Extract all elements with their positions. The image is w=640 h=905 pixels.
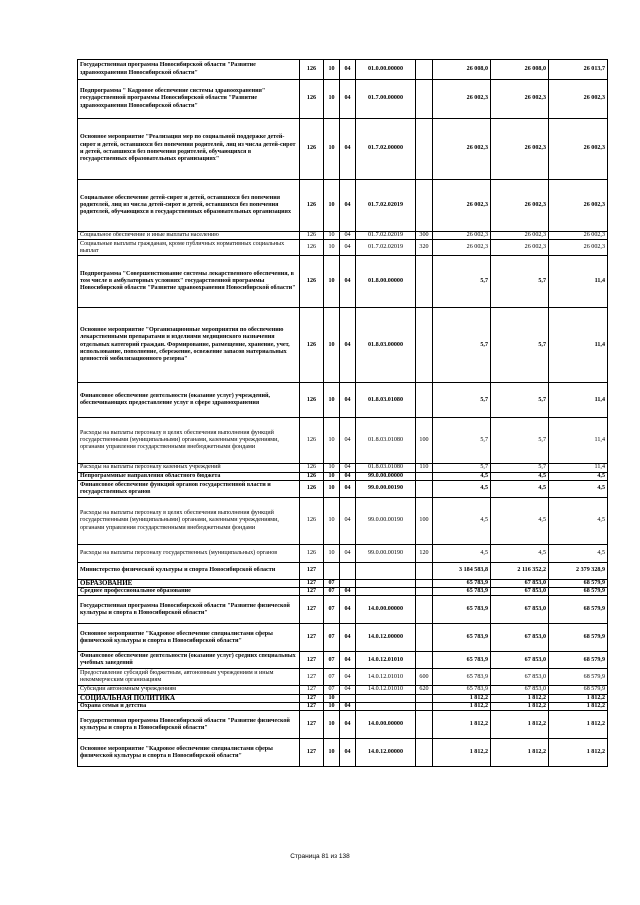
amount-year-2: 1 812,2 (491, 711, 549, 739)
budget-sheet (77, 59, 607, 767)
amount-year-3: 11,4 (549, 308, 608, 383)
section-code: 10 (324, 711, 340, 739)
section-code: 07 (324, 579, 340, 587)
row-name: Финансовое обеспечение функций органов государственной власти и государственных органов (78, 480, 300, 497)
amount-year-3: 26 002,3 (549, 180, 608, 232)
table-row (78, 596, 608, 624)
amount-year-3: 2 379 328,9 (549, 562, 608, 579)
amount-year-1: 4,5 (433, 472, 491, 480)
ministry-code: 127 (300, 694, 324, 702)
table-row (78, 652, 608, 669)
amount-year-1: 3 184 583,8 (433, 562, 491, 579)
amount-year-3: 26 002,3 (549, 232, 608, 240)
amount-year-1: 26 008,0 (433, 60, 491, 80)
target-article-code: 14.0.12.01010 (356, 686, 416, 694)
amount-year-2: 26 002,3 (491, 80, 549, 119)
target-article-code: 99.0.00.00000 (356, 472, 416, 480)
row-name: Подпрограмма " Кадровое обеспечение системы здравоохранения" государственной программы Новосибирской области "Развитие здравоохранения Новосибирской области" (78, 80, 300, 119)
ministry-code: 126 (300, 308, 324, 383)
expense-type-code (416, 703, 433, 711)
section-code: 10 (324, 739, 340, 767)
amount-year-2: 5,7 (491, 383, 549, 418)
amount-year-3: 1 812,2 (549, 694, 608, 702)
amount-year-1: 1 812,2 (433, 739, 491, 767)
target-article-code: 01.7.02.02019 (356, 240, 416, 256)
subsection-code: 04 (340, 256, 356, 308)
ministry-code: 127 (300, 588, 324, 596)
section-code: 07 (324, 588, 340, 596)
subsection-code: 04 (340, 240, 356, 256)
subsection-code: 04 (340, 418, 356, 464)
expense-type-code (416, 596, 433, 624)
subsection-code: 04 (340, 739, 356, 767)
amount-year-2: 26 002,3 (491, 180, 549, 232)
subsection-code: 04 (340, 383, 356, 418)
section-code: 10 (324, 60, 340, 80)
ministry-code: 126 (300, 256, 324, 308)
budget-rows (78, 60, 608, 767)
section-code: 10 (324, 256, 340, 308)
row-name: Охрана семьи и детства (78, 703, 300, 711)
ministry-code: 127 (300, 686, 324, 694)
amount-year-3: 11,4 (549, 383, 608, 418)
amount-year-1: 65 783,9 (433, 669, 491, 686)
amount-year-2: 2 116 352,2 (491, 562, 549, 579)
amount-year-2: 4,5 (491, 480, 549, 497)
row-name: Основное мероприятие "Кадровое обеспечение специалистами сферы физической культуры и спорта в Новосибирской области" (78, 624, 300, 652)
amount-year-2: 1 812,2 (491, 739, 549, 767)
amount-year-1: 65 783,9 (433, 596, 491, 624)
ministry-code: 126 (300, 232, 324, 240)
amount-year-1: 65 783,9 (433, 588, 491, 596)
amount-year-1: 1 812,2 (433, 694, 491, 702)
amount-year-3: 4,5 (549, 472, 608, 480)
amount-year-3: 1 812,2 (549, 703, 608, 711)
subsection-code: 04 (340, 60, 356, 80)
amount-year-2: 4,5 (491, 497, 549, 544)
amount-year-1: 4,5 (433, 480, 491, 497)
amount-year-2: 67 853,0 (491, 588, 549, 596)
target-article-code: 14.0.12.00000 (356, 739, 416, 767)
subsection-code: 04 (340, 232, 356, 240)
ministry-code: 126 (300, 544, 324, 562)
subsection-code: 04 (340, 544, 356, 562)
table-row (78, 669, 608, 686)
amount-year-3: 68 579,9 (549, 588, 608, 596)
ministry-code: 126 (300, 119, 324, 180)
target-article-code (356, 588, 416, 596)
row-name: Финансовое обеспечение деятельности (оказание услуг) учреждений, обеспечивающих предоставление услуг в сфере здравоохранения (78, 383, 300, 418)
table-row (78, 472, 608, 480)
amount-year-2: 1 812,2 (491, 694, 549, 702)
subsection-code: 04 (340, 703, 356, 711)
expense-type-code (416, 60, 433, 80)
subsection-code: 04 (340, 308, 356, 383)
section-code: 10 (324, 240, 340, 256)
row-name: Подпрограмма "Совершенствование системы лекарственного обеспечения, в том числе в амбулаторных условиях" государственной программы Новосибирской области "Развитие здравоохранения Новосибирской области" (78, 256, 300, 308)
amount-year-2: 67 853,0 (491, 579, 549, 587)
expense-type-code (416, 480, 433, 497)
section-code: 10 (324, 472, 340, 480)
ministry-code: 127 (300, 652, 324, 669)
row-name: Социальное обеспечение и иные выплаты населению (78, 232, 300, 240)
section-code: 10 (324, 308, 340, 383)
expense-type-code (416, 652, 433, 669)
amount-year-2: 5,7 (491, 464, 549, 472)
row-name: Основное мероприятие "Реализация мер по социальной поддержке детей-сирот и детей, оставшихся без попечения родителей, лиц из числа детей-сирот и детей, оставшихся без попечения родителей, обучающихся в государственных образовательных организациях" (78, 119, 300, 180)
subsection-code: 04 (340, 497, 356, 544)
expense-type-code (416, 383, 433, 418)
subsection-code: 04 (340, 180, 356, 232)
amount-year-2: 1 812,2 (491, 703, 549, 711)
target-article-code: 01.7.02.02019 (356, 180, 416, 232)
amount-year-3: 68 579,9 (549, 579, 608, 587)
amount-year-3: 1 812,2 (549, 739, 608, 767)
expense-type-code: 100 (416, 418, 433, 464)
amount-year-1: 26 002,3 (433, 80, 491, 119)
amount-year-3: 26 002,3 (549, 240, 608, 256)
amount-year-1: 65 783,9 (433, 579, 491, 587)
section-code: 07 (324, 686, 340, 694)
section-code: 10 (324, 232, 340, 240)
section-code: 10 (324, 80, 340, 119)
amount-year-1: 65 783,9 (433, 624, 491, 652)
row-name: Предоставление субсидий бюджетным, автономным учреждениям и иным некоммерческим организациям (78, 669, 300, 686)
row-name: Расходы на выплаты персоналу государственных (муниципальных) органов (78, 544, 300, 562)
table-row (78, 480, 608, 497)
amount-year-3: 4,5 (549, 480, 608, 497)
subsection-code: 04 (340, 686, 356, 694)
subsection-code: 04 (340, 480, 356, 497)
amount-year-3: 26 013,7 (549, 60, 608, 80)
table-row (78, 562, 608, 579)
ministry-code: 127 (300, 624, 324, 652)
amount-year-1: 4,5 (433, 497, 491, 544)
amount-year-1: 26 002,3 (433, 180, 491, 232)
table-row (78, 694, 608, 702)
ministry-code: 126 (300, 464, 324, 472)
table-row (78, 256, 608, 308)
amount-year-2: 26 002,3 (491, 232, 549, 240)
amount-year-3: 11,4 (549, 256, 608, 308)
section-code (324, 562, 340, 579)
amount-year-2: 67 853,0 (491, 596, 549, 624)
target-article-code: 14.0.00.00000 (356, 711, 416, 739)
expense-type-code: 110 (416, 464, 433, 472)
ministry-code: 126 (300, 418, 324, 464)
table-row (78, 686, 608, 694)
table-row (78, 240, 608, 256)
ministry-code: 127 (300, 739, 324, 767)
target-article-code: 01.7.02.00000 (356, 119, 416, 180)
amount-year-2: 67 853,0 (491, 686, 549, 694)
section-code: 10 (324, 464, 340, 472)
amount-year-1: 5,7 (433, 418, 491, 464)
row-name: Социальное обеспечение детей-сирот и детей, оставшихся без попечения родителей, лиц из числа детей-сирот и детей, оставшихся без попечения родителей, обучающихся в государственных образовательных организациях (78, 180, 300, 232)
target-article-code: 01.7.00.00000 (356, 80, 416, 119)
expense-type-code (416, 579, 433, 587)
section-code: 10 (324, 180, 340, 232)
row-name: Государственная программа Новосибирской области "Развитие физической культуры и спорта в Новосибирской области" (78, 596, 300, 624)
target-article-code: 14.0.12.01010 (356, 669, 416, 686)
amount-year-1: 5,7 (433, 308, 491, 383)
amount-year-1: 5,7 (433, 256, 491, 308)
table-row (78, 703, 608, 711)
subsection-code: 04 (340, 80, 356, 119)
subsection-code (340, 562, 356, 579)
amount-year-2: 67 853,0 (491, 669, 549, 686)
row-name: Субсидии автономным учреждениям (78, 686, 300, 694)
ministry-code: 126 (300, 480, 324, 497)
section-code: 07 (324, 624, 340, 652)
ministry-code: 127 (300, 562, 324, 579)
row-name: Социальные выплаты гражданам, кроме публичных нормативных социальных выплат (78, 240, 300, 256)
amount-year-2: 5,7 (491, 256, 549, 308)
section-code: 10 (324, 497, 340, 544)
row-name: Основное мероприятие "Кадровое обеспечение специалистами сферы физической культуры и спорта в Новосибирской области" (78, 739, 300, 767)
amount-year-2: 26 002,3 (491, 240, 549, 256)
expense-type-code: 120 (416, 544, 433, 562)
table-row (78, 308, 608, 383)
row-name: Финансовое обеспечение деятельности (оказание услуг) средних специальных учебных заведений (78, 652, 300, 669)
expense-type-code (416, 624, 433, 652)
row-name: Государственная программа Новосибирской области "Развитие здравоохранения Новосибирской области" (78, 60, 300, 80)
target-article-code: 01.7.02.02019 (356, 232, 416, 240)
amount-year-3: 26 002,3 (549, 119, 608, 180)
target-article-code: 01.8.03.01080 (356, 418, 416, 464)
amount-year-1: 1 812,2 (433, 711, 491, 739)
table-row (78, 588, 608, 596)
amount-year-3: 11,4 (549, 464, 608, 472)
budget-table (77, 59, 608, 767)
expense-type-code (416, 588, 433, 596)
expense-type-code (416, 180, 433, 232)
ministry-code: 126 (300, 497, 324, 544)
section-code: 10 (324, 418, 340, 464)
expense-type-code (416, 256, 433, 308)
section-code: 07 (324, 652, 340, 669)
subsection-code: 04 (340, 464, 356, 472)
table-row (78, 180, 608, 232)
ministry-code: 127 (300, 669, 324, 686)
amount-year-1: 26 002,3 (433, 119, 491, 180)
amount-year-1: 26 002,3 (433, 240, 491, 256)
amount-year-2: 5,7 (491, 308, 549, 383)
row-name: СОЦИАЛЬНАЯ ПОЛИТИКА (78, 694, 300, 702)
subsection-code: 04 (340, 624, 356, 652)
page-number: Страница 81 из 138 (290, 853, 350, 860)
amount-year-3: 11,4 (549, 418, 608, 464)
target-article-code: 99.0.00.00190 (356, 480, 416, 497)
subsection-code (340, 579, 356, 587)
subsection-code: 04 (340, 596, 356, 624)
expense-type-code (416, 562, 433, 579)
section-code: 10 (324, 703, 340, 711)
amount-year-1: 26 002,3 (433, 232, 491, 240)
table-row (78, 232, 608, 240)
table-row (78, 119, 608, 180)
ministry-code: 127 (300, 596, 324, 624)
ministry-code: 126 (300, 472, 324, 480)
table-row (78, 739, 608, 767)
amount-year-2: 67 853,0 (491, 652, 549, 669)
row-name: Министерство физической культуры и спорта Новосибирской области (78, 562, 300, 579)
row-name: Расходы на выплаты персоналу в целях обеспечения выполнения функций государственными (муниципальными) органами, казенными учреждениями, органами управления государственными внебюджетными фондами (78, 497, 300, 544)
table-row (78, 579, 608, 587)
table-row (78, 544, 608, 562)
row-name: Расходы на выплаты персоналу в целях обеспечения выполнения функций государственными (муниципальными) органами, казенными учреждениями, органами управления государственными внебюджетными фондами (78, 418, 300, 464)
target-article-code (356, 694, 416, 702)
subsection-code (340, 694, 356, 702)
row-name: Расходы на выплаты персоналу казенных учреждений (78, 464, 300, 472)
amount-year-3: 4,5 (549, 544, 608, 562)
amount-year-1: 5,7 (433, 464, 491, 472)
amount-year-1: 65 783,9 (433, 652, 491, 669)
expense-type-code (416, 711, 433, 739)
ministry-code: 127 (300, 703, 324, 711)
amount-year-3: 26 002,3 (549, 80, 608, 119)
section-code: 07 (324, 669, 340, 686)
subsection-code: 04 (340, 119, 356, 180)
expense-type-code (416, 119, 433, 180)
target-article-code (356, 562, 416, 579)
target-article-code: 14.0.12.00000 (356, 624, 416, 652)
ministry-code: 126 (300, 80, 324, 119)
amount-year-2: 4,5 (491, 472, 549, 480)
amount-year-3: 1 812,2 (549, 711, 608, 739)
ministry-code: 126 (300, 180, 324, 232)
subsection-code: 04 (340, 588, 356, 596)
amount-year-1: 1 812,2 (433, 703, 491, 711)
ministry-code: 126 (300, 60, 324, 80)
expense-type-code: 100 (416, 497, 433, 544)
row-name: Непрограммные направления областного бюджета (78, 472, 300, 480)
target-article-code: 14.0.12.01010 (356, 652, 416, 669)
target-article-code (356, 579, 416, 587)
target-article-code: 01.8.03.01080 (356, 383, 416, 418)
expense-type-code (416, 472, 433, 480)
expense-type-code: 300 (416, 232, 433, 240)
expense-type-code (416, 739, 433, 767)
amount-year-3: 68 579,9 (549, 686, 608, 694)
target-article-code: 01.8.00.00000 (356, 256, 416, 308)
amount-year-3: 68 579,9 (549, 596, 608, 624)
amount-year-3: 4,5 (549, 497, 608, 544)
expense-type-code: 600 (416, 669, 433, 686)
section-code: 10 (324, 544, 340, 562)
amount-year-3: 68 579,9 (549, 624, 608, 652)
table-row (78, 418, 608, 464)
amount-year-2: 5,7 (491, 418, 549, 464)
target-article-code (356, 703, 416, 711)
amount-year-2: 4,5 (491, 544, 549, 562)
amount-year-3: 68 579,9 (549, 652, 608, 669)
ministry-code: 126 (300, 240, 324, 256)
table-row (78, 624, 608, 652)
section-code: 07 (324, 596, 340, 624)
expense-type-code (416, 694, 433, 702)
target-article-code: 01.0.00.00000 (356, 60, 416, 80)
table-row (78, 497, 608, 544)
table-row (78, 711, 608, 739)
target-article-code: 14.0.00.00000 (356, 596, 416, 624)
row-name: Среднее профессиональное образование (78, 588, 300, 596)
amount-year-3: 68 579,9 (549, 669, 608, 686)
section-code: 10 (324, 480, 340, 497)
subsection-code: 04 (340, 472, 356, 480)
subsection-code: 04 (340, 669, 356, 686)
amount-year-1: 4,5 (433, 544, 491, 562)
row-name: ОБРАЗОВАНИЕ (78, 579, 300, 587)
subsection-code: 04 (340, 711, 356, 739)
target-article-code: 99.0.00.00190 (356, 497, 416, 544)
amount-year-1: 5,7 (433, 383, 491, 418)
table-row (78, 60, 608, 80)
ministry-code: 126 (300, 383, 324, 418)
expense-type-code: 620 (416, 686, 433, 694)
table-row (78, 383, 608, 418)
target-article-code: 01.8.03.01080 (356, 464, 416, 472)
section-code: 10 (324, 694, 340, 702)
amount-year-2: 26 008,0 (491, 60, 549, 80)
amount-year-2: 26 002,3 (491, 119, 549, 180)
subsection-code: 04 (340, 652, 356, 669)
target-article-code: 01.8.03.00000 (356, 308, 416, 383)
expense-type-code (416, 80, 433, 119)
table-row (78, 80, 608, 119)
row-name: Государственная программа Новосибирской области "Развитие физической культуры и спорта в Новосибирской области" (78, 711, 300, 739)
target-article-code: 99.0.00.00190 (356, 544, 416, 562)
table-row (78, 464, 608, 472)
expense-type-code: 320 (416, 240, 433, 256)
expense-type-code (416, 308, 433, 383)
ministry-code: 127 (300, 579, 324, 587)
section-code: 10 (324, 383, 340, 418)
amount-year-2: 67 853,0 (491, 624, 549, 652)
section-code: 10 (324, 119, 340, 180)
ministry-code: 127 (300, 711, 324, 739)
amount-year-1: 65 783,9 (433, 686, 491, 694)
row-name: Основное мероприятие "Организационные мероприятия по обеспечению лекарственными препаратами и изделиями медицинского назначения отдельных категорий граждан. Формирование, размещение, хранение, учет, использование, пополнение, сбережение, освежение запасов материальных ценностей мобилизационного резерва" (78, 308, 300, 383)
